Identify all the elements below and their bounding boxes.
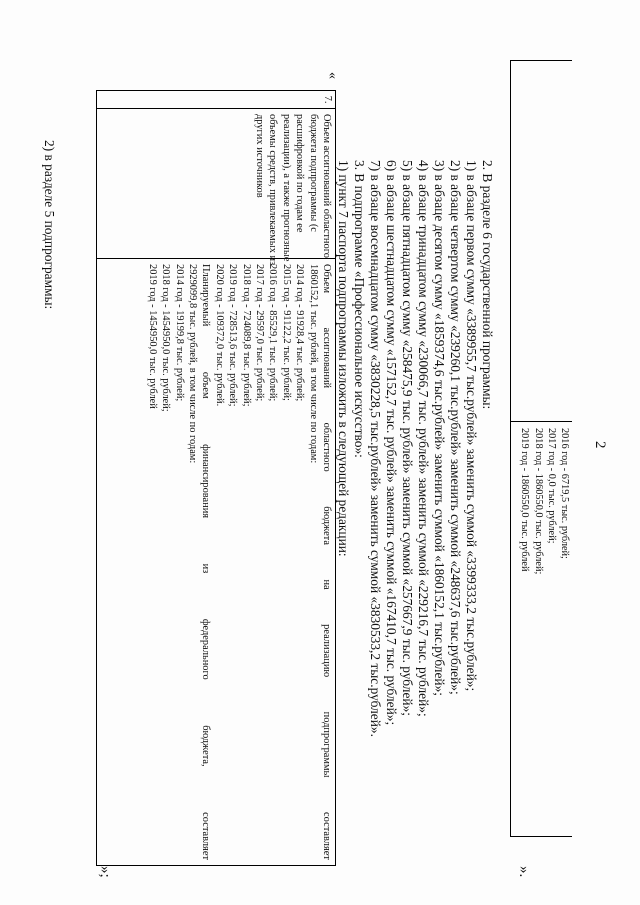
row-number: 7.	[322, 95, 333, 104]
funding-line: 1860152,1 тыс. рублей, в том числе по годам:	[307, 264, 319, 464]
opening-quote: «	[325, 72, 340, 79]
section-heading: 2. В разделе 6 государственной программы:	[480, 160, 495, 410]
funding-line: 2014 год - 91928,4 тыс. рублей;	[294, 264, 306, 402]
word: из	[200, 563, 212, 574]
funding-line: 2015 год - 91122,2 тыс. рублей;	[280, 264, 292, 401]
row-label-cell	[97, 109, 335, 266]
row-label-line: расшифровкой по годам ее	[294, 114, 306, 233]
row-label-line: Объем ассигнований областного	[321, 114, 332, 258]
subprogram-heading: 3. В подпрограмме «Профессиональное искусство»:	[352, 160, 367, 458]
change-item: 3) в абзаце десятом сумму «1859374,6 тыс.рублей» заменить суммой «1860152,1 тыс.рублей»;	[432, 160, 447, 697]
word: Планируемый	[200, 264, 212, 327]
word: федерального	[200, 618, 212, 680]
federal-intro-line	[199, 264, 212, 860]
continuation-line: 2016 год - 6719,5 тыс. рублей;	[559, 428, 570, 559]
row-number-cell	[97, 91, 335, 109]
word: бюджета,	[200, 725, 212, 767]
change-item: 6) в абзаце шестнадцатом сумму «157152,7 тыс. рублей» заменить суммой «167410,7 тыс. рублей»;	[384, 160, 399, 726]
change-item: 4) в абзаце тринадцатом сумму «230066,7 тыс. рублей» заменить суммой «229216,7 тыс. рублей»;	[416, 160, 431, 717]
change-item: 2) в абзаце четвертом сумму «239260,1 тыс.рублей» заменить суммой «248637,6 тыс.рублей»;	[448, 160, 463, 695]
word: Объем	[321, 264, 332, 294]
change-item: 7) в абзаце восемнадцатом сумму «3830228,5 тыс.рублей» заменить суммой «3830533,2 тыс.рублей».	[368, 160, 383, 737]
passport-table	[96, 90, 336, 866]
continuation-line: 2017 год - 0,0 тыс. рублей;	[545, 428, 557, 544]
federal-line: 2929099,8 тыс. рублей, в том числе по годам:	[186, 264, 198, 464]
funding-intro-line	[320, 264, 333, 860]
change-item: 5) в абзаце пятнадцатом сумму «258475,9 тыс. рублей» заменить суммой «257667,9 тыс. рублей»;	[400, 160, 415, 716]
page-number: 2	[592, 441, 608, 449]
row-label-line: бюджета подпрограммы (с	[307, 114, 319, 232]
word: бюджета	[321, 506, 332, 545]
word: ассигнований	[321, 327, 332, 389]
passport-item: 1) пункт 7 паспорта подпрограммы изложить в следующей редакции:	[336, 160, 351, 557]
word: на	[321, 579, 332, 590]
row-value-cell	[97, 259, 335, 865]
continuation-line: 2019 год - 1860550,0 тыс. рублей	[519, 428, 531, 572]
section-5-item: 2) в разделе 5 подпрограммы:	[42, 140, 57, 310]
federal-line: 2018 год - 1454950,0 тыс. рублей;	[160, 264, 172, 412]
word: объем	[200, 371, 212, 399]
federal-line: 2019 год - 1454950,0 тыс. рублей	[146, 264, 158, 409]
word: составляет	[200, 812, 212, 860]
federal-line: 2014 год - 19199,8 тыс. рублей;	[173, 264, 185, 402]
continuation-table	[510, 60, 572, 837]
closing-quote-2: »;	[97, 866, 113, 878]
word: составляет	[321, 812, 332, 860]
word: реализацию	[321, 624, 332, 678]
row-label-line: реализации), а также прогнозные	[280, 114, 292, 262]
word: финансирования	[200, 444, 212, 519]
funding-line: 2020 год - 109372,0 тыс. рублей.	[213, 264, 225, 407]
funding-line: 2019 год - 728513,6 тыс. рублей;	[227, 264, 239, 407]
word: областного	[321, 422, 332, 472]
funding-line: 2018 год - 724089,8 тыс. рублей;	[240, 264, 252, 407]
funding-line: 2016 год - 85529,1 тыс. рублей;	[267, 264, 279, 402]
row-label-line: других источников	[253, 114, 265, 198]
continuation-line: 2018 год - 1860550,0 тыс. рублей;	[532, 428, 544, 575]
closing-quote: ».	[516, 866, 532, 878]
word: подпрограммы	[321, 711, 332, 778]
change-item: 1) в абзаце первом сумму «3389955,7 тыс.рублей» заменить суммой «3399333,2 тыс.рублей»;	[464, 160, 479, 692]
row-label-line: объемы средств, привлекаемых из	[267, 114, 279, 266]
continuation-table-cell	[511, 421, 572, 836]
funding-line: 2017 год - 29597,0 тыс. рублей;	[253, 264, 265, 402]
